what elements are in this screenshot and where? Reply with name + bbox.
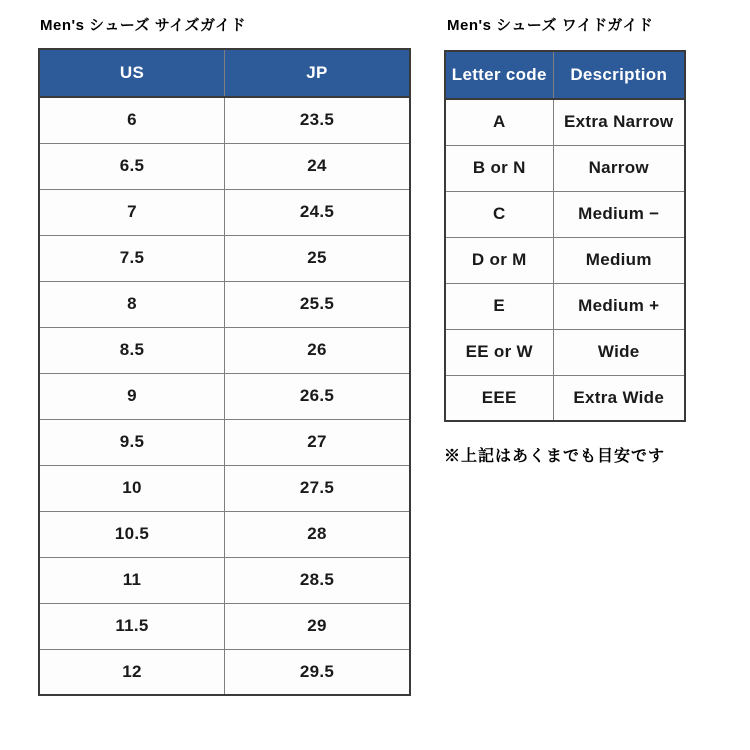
table-cell: 24 [225, 143, 411, 189]
table-cell: 11 [39, 557, 225, 603]
table-cell: 8 [39, 281, 225, 327]
table-row [39, 143, 410, 189]
table-cell: 23.5 [225, 97, 411, 143]
table-cell: E [445, 283, 553, 329]
table-cell: 11.5 [39, 603, 225, 649]
table-row [39, 511, 410, 557]
table-cell: Narrow [553, 145, 685, 191]
size-guide-body [39, 97, 410, 695]
table-cell: Medium + [553, 283, 685, 329]
table-row [445, 283, 685, 329]
disclaimer-note: ※上記はあくまでも目安です [444, 448, 666, 465]
table-row [39, 557, 410, 603]
table-row [39, 649, 410, 695]
table-cell: 29 [225, 603, 411, 649]
table-cell: B or N [445, 145, 553, 191]
table-cell: 27.5 [225, 465, 411, 511]
table-cell: 26.5 [225, 373, 411, 419]
table-cell: 28 [225, 511, 411, 557]
size-guide-title: Men's シューズ サイズガイド [40, 17, 247, 34]
table-cell: Extra Narrow [553, 99, 685, 145]
width-guide-table [444, 50, 686, 422]
table-row [39, 235, 410, 281]
table-cell: 10.5 [39, 511, 225, 557]
table-row [445, 191, 685, 237]
width-guide-body [445, 99, 685, 421]
size-guide-table [38, 48, 411, 696]
table-row [39, 327, 410, 373]
table-cell: 6.5 [39, 143, 225, 189]
table-row [39, 281, 410, 327]
header-row [445, 51, 685, 99]
table-cell: 25.5 [225, 281, 411, 327]
column-header-us: US [39, 49, 225, 97]
table-cell: 28.5 [225, 557, 411, 603]
table-cell: 24.5 [225, 189, 411, 235]
table-cell: Medium − [553, 191, 685, 237]
column-header-description: Description [553, 51, 685, 99]
table-cell: 7.5 [39, 235, 225, 281]
table-row [39, 419, 410, 465]
table-cell: 8.5 [39, 327, 225, 373]
table-cell: 10 [39, 465, 225, 511]
table-cell: 12 [39, 649, 225, 695]
table-cell: Medium [553, 237, 685, 283]
table-cell: C [445, 191, 553, 237]
table-cell: 26 [225, 327, 411, 373]
table-cell: Wide [553, 329, 685, 375]
table-row [445, 99, 685, 145]
table-row [39, 97, 410, 143]
table-cell: Extra Wide [553, 375, 685, 421]
table-row [445, 145, 685, 191]
table-cell: 6 [39, 97, 225, 143]
table-cell: 9.5 [39, 419, 225, 465]
width-guide-section [444, 14, 686, 466]
table-cell: 25 [225, 235, 411, 281]
table-row [445, 375, 685, 421]
table-row [39, 603, 410, 649]
table-cell: 7 [39, 189, 225, 235]
width-guide-header [445, 51, 685, 99]
table-cell: 29.5 [225, 649, 411, 695]
table-cell: A [445, 99, 553, 145]
table-row [39, 373, 410, 419]
table-cell: 27 [225, 419, 411, 465]
table-row [39, 189, 410, 235]
size-guide-section [38, 14, 411, 696]
column-header-jp: JP [225, 49, 411, 97]
table-cell: 9 [39, 373, 225, 419]
table-cell: EEE [445, 375, 553, 421]
table-row [445, 237, 685, 283]
width-guide-title: Men's シューズ ワイドガイド [447, 17, 654, 34]
column-header-letter-code: Letter code [445, 51, 553, 99]
size-guide-header [39, 49, 410, 97]
table-cell: D or M [445, 237, 553, 283]
table-row [39, 465, 410, 511]
table-row [445, 329, 685, 375]
table-cell: EE or W [445, 329, 553, 375]
header-row [39, 49, 410, 97]
